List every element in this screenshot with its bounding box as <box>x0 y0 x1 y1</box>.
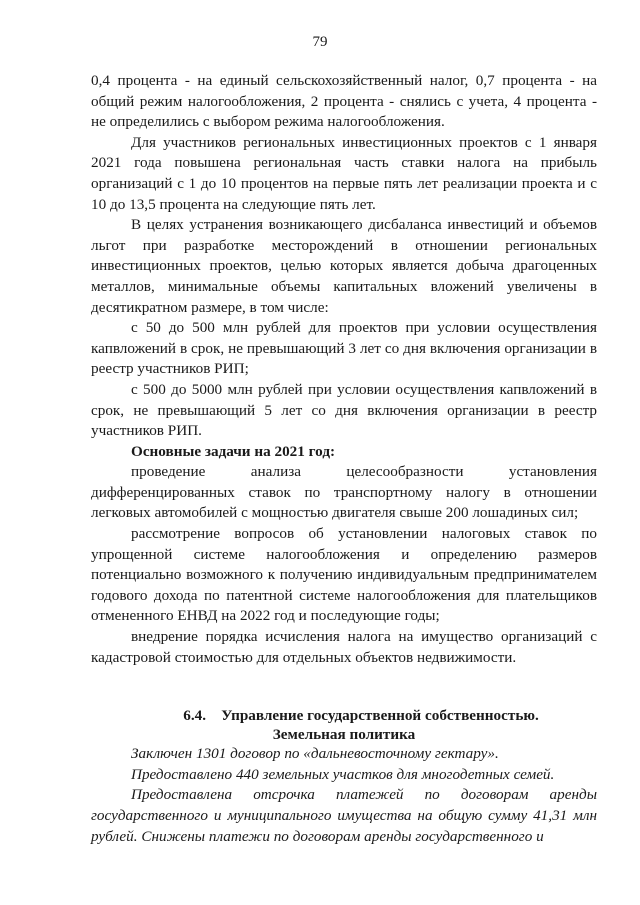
task-item-simplified-system: рассмотрение вопросов об установлении налоговых ставок по упрощенной системе налогообложения и определению размеров потенциально возможного к получению индивидуальным предпринимателем годового дохода по патентной системе налогообложения для плательщиков отмененного ЕНВД на 2022 год и последующие годы; <box>91 525 597 625</box>
paragraph-rent-deferral: Предоставлена отсрочка платежей по договорам аренды государственного и муниципального имущества на общую сумму 41,31 млн рублей. Снижены платежи по договорам аренды государственного и <box>91 786 597 845</box>
page-number: 79 <box>312 34 328 50</box>
tasks-heading: Основные задачи на 2021 год: <box>131 442 336 460</box>
section-title: Управление государственной собственностью. <box>221 707 539 725</box>
section-heading <box>91 706 597 744</box>
paragraph-tax-regimes: 0,4 процента - на единый сельскохозяйственный налог, 0,7 процента - на общий режим налогообложения, 2 процента - снялись с учета, 4 процента - не определились с выбором режима налогообложения. <box>91 72 597 131</box>
task-item-transport-tax: проведение анализа целесообразности установления дифференцированных ставок по транспортному налогу в отношении легковых автомобилей с мощностью двигателя свыше 200 лошадиных сил; <box>91 463 597 522</box>
paragraph-large-families: Предоставлено 440 земельных участков для многодетных семей. <box>131 765 555 783</box>
land-policy-block <box>91 744 597 847</box>
section-number: 6.4. <box>183 707 206 725</box>
document-body <box>91 71 597 847</box>
section-title-line <box>91 706 597 725</box>
list-item-50-500: с 50 до 500 млн рублей для проектов при условии осуществления капвложений в срок, не превышающий 3 лет со дня включения организации в реестр участников РИП; <box>91 319 597 378</box>
section-subtitle: Земельная политика <box>272 726 416 744</box>
list-item-500-5000: с 500 до 5000 млн рублей при условии осуществления капвложений в срок, не превышающий 5 лет со дня включения организации в реестр участников РИП. <box>91 380 597 440</box>
task-item-property-tax: внедрение порядка исчисления налога на имущество организаций с кадастровой стоимостью для отдельных объектов недвижимости. <box>91 628 597 666</box>
paragraph-investment-projects: Для участников региональных инвестиционных проектов с 1 января 2021 года повышена региональная часть ставки налога на прибыль организаций с 1 до 10 процентов на первые пять лет реализации проекта и с 10 до 13,5 процента на следующие пять лет. <box>91 133 597 213</box>
paragraph-far-east-hectare: Заключен 1301 договор по «дальневосточному гектару». <box>131 745 499 763</box>
paragraph-capital-investments: В целях устранения возникающего дисбаланса инвестиций и объемов льгот при разработке месторождений в отношении региональных инвестиционных проектов, целью которых является добыча драгоценных металлов, минимальные объемы капитальных вложений увеличены в десятикратном размере, в том числе: <box>91 216 597 316</box>
